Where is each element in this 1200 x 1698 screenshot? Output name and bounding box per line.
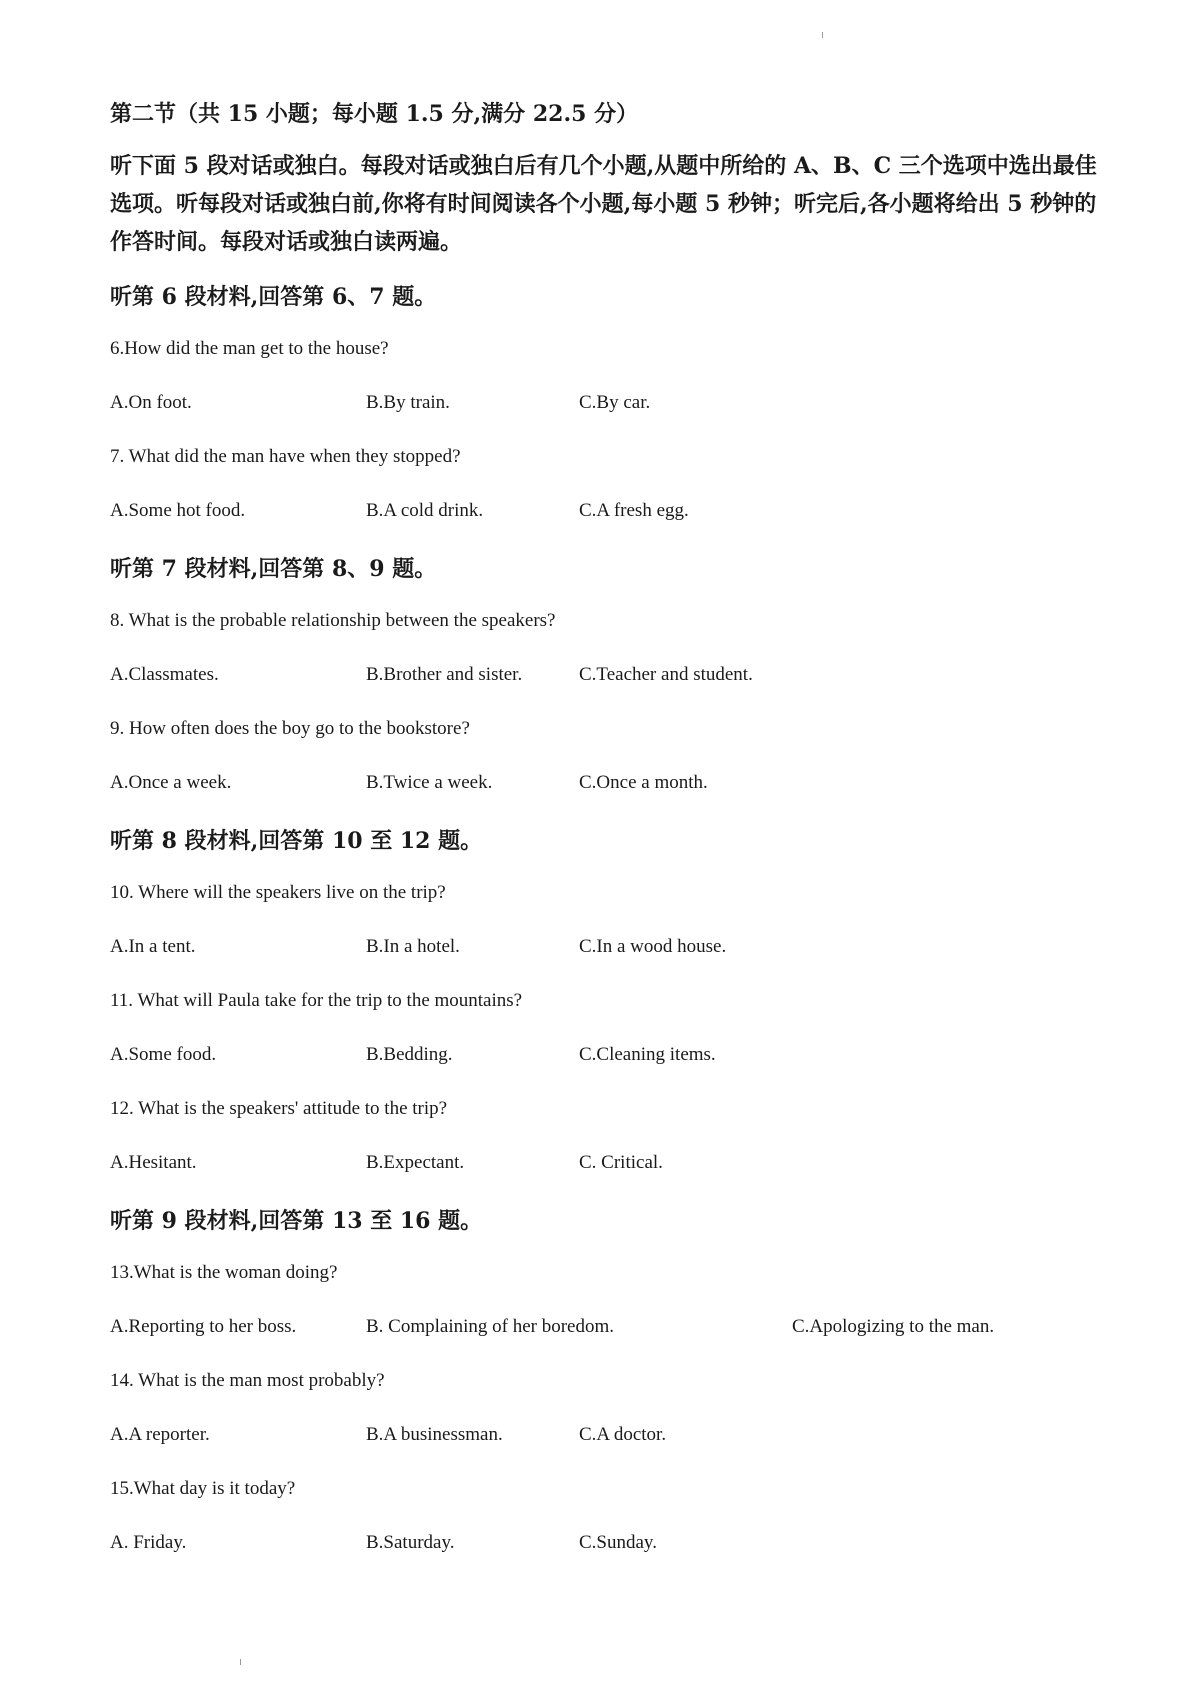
option-b: B. Complaining of her boredom. bbox=[366, 1316, 615, 1337]
question-text: 15.What day is it today? bbox=[110, 1478, 296, 1499]
instructions: 听下面 5 段对话或独白。每段对话或独白后有几个小题,从题中所给的 A、B、C 三个选项中选出最佳选项。听每段对话或独白前,你将有时间阅读各个小题,每小题 5 秒钟；听完后,各小题将给出 5 秒钟的作答时间。每段对话或独白读两遍。 bbox=[110, 153, 1097, 255]
option-b: B.A businessman. bbox=[366, 1424, 503, 1445]
question-text: 12. What is the speakers' attitude to the trip? bbox=[110, 1098, 448, 1119]
option-c: C.Once a month. bbox=[579, 772, 708, 793]
option-c: C.Sunday. bbox=[579, 1532, 657, 1553]
option-c: C.A fresh egg. bbox=[579, 500, 689, 521]
option-b: B.Bedding. bbox=[366, 1044, 453, 1065]
question-text: 8. What is the probable relationship between the speakers? bbox=[110, 610, 556, 631]
option-a: A.On foot. bbox=[110, 392, 192, 413]
option-b: B.Twice a week. bbox=[366, 772, 493, 793]
question-text: 10. Where will the speakers live on the trip? bbox=[110, 882, 446, 903]
option-c: C.Teacher and student. bbox=[579, 664, 753, 685]
option-c: C.Cleaning items. bbox=[579, 1044, 716, 1065]
group-heading: 听第 8 段材料,回答第 10 至 12 题。 bbox=[110, 828, 483, 854]
scan-speck bbox=[240, 1659, 241, 1665]
question-text: 6.How did the man get to the house? bbox=[110, 338, 389, 359]
option-a: A.Classmates. bbox=[110, 664, 219, 685]
group-heading: 听第 9 段材料,回答第 13 至 16 题。 bbox=[110, 1208, 483, 1234]
option-a: A.Some hot food. bbox=[110, 500, 246, 521]
scan-speck bbox=[822, 32, 823, 38]
option-b: B.Expectant. bbox=[366, 1152, 465, 1173]
option-c: C.By car. bbox=[579, 392, 651, 413]
option-c: C. Critical. bbox=[579, 1152, 663, 1173]
group-heading: 听第 6 段材料,回答第 6、7 题。 bbox=[110, 284, 437, 310]
option-c: C.A doctor. bbox=[579, 1424, 667, 1445]
group-heading: 听第 7 段材料,回答第 8、9 题。 bbox=[110, 556, 437, 582]
question-text: 11. What will Paula take for the trip to the mountains? bbox=[110, 990, 523, 1011]
section-title: 第二节（共 15 小题；每小题 1.5 分,满分 22.5 分） bbox=[110, 101, 639, 127]
question-text: 9. How often does the boy go to the bookstore? bbox=[110, 718, 470, 739]
option-b: B.Brother and sister. bbox=[366, 664, 523, 685]
option-b: B.A cold drink. bbox=[366, 500, 484, 521]
question-text: 14. What is the man most probably? bbox=[110, 1370, 385, 1391]
option-b: B.By train. bbox=[366, 392, 450, 413]
question-text: 13.What is the woman doing? bbox=[110, 1262, 338, 1283]
option-c: C.In a wood house. bbox=[579, 936, 727, 957]
option-a: A.In a tent. bbox=[110, 936, 196, 957]
option-a: A.Once a week. bbox=[110, 772, 232, 793]
option-a: A.A reporter. bbox=[110, 1424, 210, 1445]
option-c: C.Apologizing to the man. bbox=[792, 1316, 995, 1337]
option-b: B.In a hotel. bbox=[366, 936, 460, 957]
option-a: A.Some food. bbox=[110, 1044, 217, 1065]
option-b: B.Saturday. bbox=[366, 1532, 455, 1553]
question-text: 7. What did the man have when they stopped? bbox=[110, 446, 461, 467]
option-a: A.Hesitant. bbox=[110, 1152, 197, 1173]
option-a: A. Friday. bbox=[110, 1532, 187, 1553]
option-a: A.Reporting to her boss. bbox=[110, 1316, 297, 1337]
